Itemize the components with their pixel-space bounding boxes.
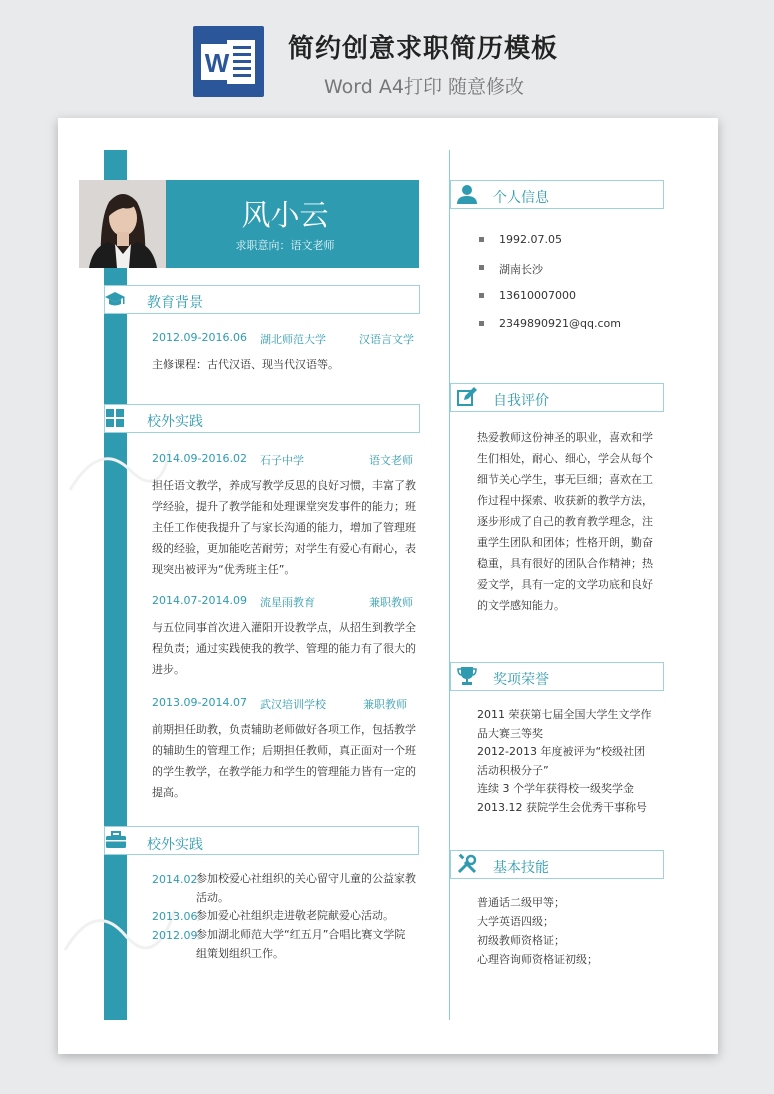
practice-org: 武汉培训学校 (260, 698, 326, 711)
award-line: 品大赛三等奖 (477, 726, 543, 740)
awards-list (477, 706, 652, 817)
eval-line: 重学生团队和团体；性格开朗，勤奋 (477, 536, 653, 549)
grid-icon (106, 409, 126, 429)
skill-line: 大学英语四级； (477, 915, 554, 928)
education-major: 汉语言文学 (359, 333, 414, 346)
personal-section-header (450, 180, 664, 209)
awards-title: 奖项荣誉 (493, 672, 549, 688)
eval-line: 逐步形成了自己的教育教学理念，注 (477, 515, 653, 528)
eval-line: 爱文学，具有一定的文学功底和良好 (477, 578, 653, 591)
bullet-icon (479, 237, 484, 242)
awards-section-header (450, 662, 664, 691)
self-eval-text (477, 427, 657, 616)
desc-line: 进步。 (152, 663, 185, 676)
skills-title: 基本技能 (493, 860, 549, 876)
education-school: 湖北师范大学 (260, 333, 326, 346)
award-line: 2011 荣获第七届全国大学生文学作 (477, 708, 652, 721)
birthdate: 1992.07.05 (499, 233, 562, 246)
skill-line: 心理咨询师资格证初级； (477, 953, 598, 966)
award-line: 2012-2013 年度被评为“校级社团 (477, 745, 646, 758)
skill-line: 初级教师资格证； (477, 934, 565, 947)
desc-line: 程负责；通过实践使我的教学、管理的能力有了很大的 (152, 642, 416, 655)
person-icon (457, 184, 477, 204)
word-app-icon (193, 26, 264, 97)
practice-date: 2014.09-2016.02 (152, 452, 247, 465)
activity-date: 2012.09 (152, 929, 198, 942)
eval-line: 的文学感知能力。 (477, 599, 565, 612)
skill-line: 普通话二级甲等； (477, 896, 565, 909)
template-subtitle: Word A4打印 随意修改 (324, 76, 525, 98)
desc-line: 级的经验，更加能吃苦耐劳；对学生有爱心有耐心，表 (152, 542, 416, 555)
practice-desc (152, 617, 420, 680)
activities-title: 校外实践 (147, 837, 203, 853)
activity-desc (196, 925, 405, 963)
template-title: 简约创意求职简历模板 (288, 34, 559, 64)
bullet-icon (479, 321, 484, 326)
graduation-cap-icon (104, 289, 124, 309)
hometown: 湖南长沙 (499, 263, 543, 276)
practice-org: 流星雨教育 (260, 596, 315, 609)
avatar-photo (79, 180, 166, 268)
activity-line: 参加爱心社组织走进敬老院献爱心活动。 (196, 909, 394, 922)
job-intent: 求职意向：语文老师 (235, 239, 335, 252)
phone: 13610007000 (499, 289, 576, 302)
eval-line: 热爱教师这份神圣的职业，喜欢和学 (477, 431, 653, 444)
award-line: 2013.12 获院学生会优秀干事称号 (477, 800, 647, 814)
desc-line: 的辅助生的管理工作；后期担任教师，真正面对一个班 (152, 744, 416, 757)
desc-line: 前期担任助教，负责辅助老师做好各项工作，包括教学 (152, 723, 416, 736)
practice-org: 石子中学 (260, 454, 304, 467)
skills-section-header (450, 850, 664, 879)
trophy-icon (457, 666, 477, 686)
activity-line: 组策划组织工作。 (196, 947, 284, 960)
activity-line: 活动。 (196, 891, 229, 904)
desc-line: 的学生教学，在教学能力和学生的管理能力皆有一定的 (152, 765, 416, 778)
desc-line: 提高。 (152, 786, 185, 799)
eval-line: 细节关心学生，事无巨细；喜欢在工 (477, 473, 653, 486)
activity-desc (196, 869, 416, 907)
bullet-icon (479, 265, 484, 270)
candidate-name: 风小云 (241, 198, 329, 232)
email: 2349890921@qq.com (499, 317, 621, 330)
award-line: 连续 3 个学年获得校一级奖学金 (477, 782, 634, 795)
tools-icon (457, 854, 477, 874)
desc-line: 现突出被评为“优秀班主任”。 (152, 563, 296, 576)
desc-line: 与五位同事首次进入灌阳开设教学点，从招生到教学全 (152, 621, 416, 634)
education-desc: 主修课程：古代汉语、现当代汉语等。 (152, 358, 339, 371)
watermark (60, 880, 180, 970)
column-divider (449, 150, 450, 1020)
practice-date: 2014.07-2014.09 (152, 594, 247, 607)
practice-role: 语文老师 (369, 454, 413, 467)
desc-line: 学经验，提升了教学能和处理课堂突发事件的能力；班 (152, 500, 416, 513)
education-title: 教育背景 (147, 295, 203, 311)
practice-title: 校外实践 (147, 414, 203, 430)
practice-role: 兼职教师 (363, 698, 407, 711)
activity-date: 2013.06 (152, 910, 198, 923)
eval-line: 作过程中探索、收获新的教学方法， (477, 494, 653, 507)
bullet-icon (479, 293, 484, 298)
skills-list (477, 893, 598, 969)
award-line: 活动积极分子” (477, 763, 549, 777)
desc-line: 主任工作使我提升了与家长沟通的能力，增加了管理班 (152, 521, 416, 534)
activity-date: 2014.02 (152, 873, 198, 886)
edit-icon (457, 387, 477, 407)
activity-line: 参加校爱心社组织的关心留守儿童的公益家教 (196, 872, 416, 885)
briefcase-icon (106, 831, 126, 851)
personal-title: 个人信息 (493, 190, 549, 206)
eval-line: 稳重，具有很好的团队合作精神；热 (477, 557, 653, 570)
practice-date: 2013.09-2014.07 (152, 696, 247, 709)
eval-line: 生们相处，耐心、细心，学会从每个 (477, 452, 653, 465)
practice-desc (152, 475, 420, 580)
activity-desc (196, 906, 394, 925)
desc-line: 担任语文教学，养成写教学反思的良好习惯，丰富了教 (152, 479, 416, 492)
activity-line: 参加湖北师范大学“红五月”合唱比赛文学院 (196, 928, 406, 941)
education-date: 2012.09-2016.06 (152, 331, 247, 344)
practice-role: 兼职教师 (369, 596, 413, 609)
word-icon-letter: W (204, 48, 230, 78)
practice-desc (152, 719, 420, 803)
self-eval-section-header (450, 383, 664, 412)
self-eval-title: 自我评价 (493, 393, 549, 409)
